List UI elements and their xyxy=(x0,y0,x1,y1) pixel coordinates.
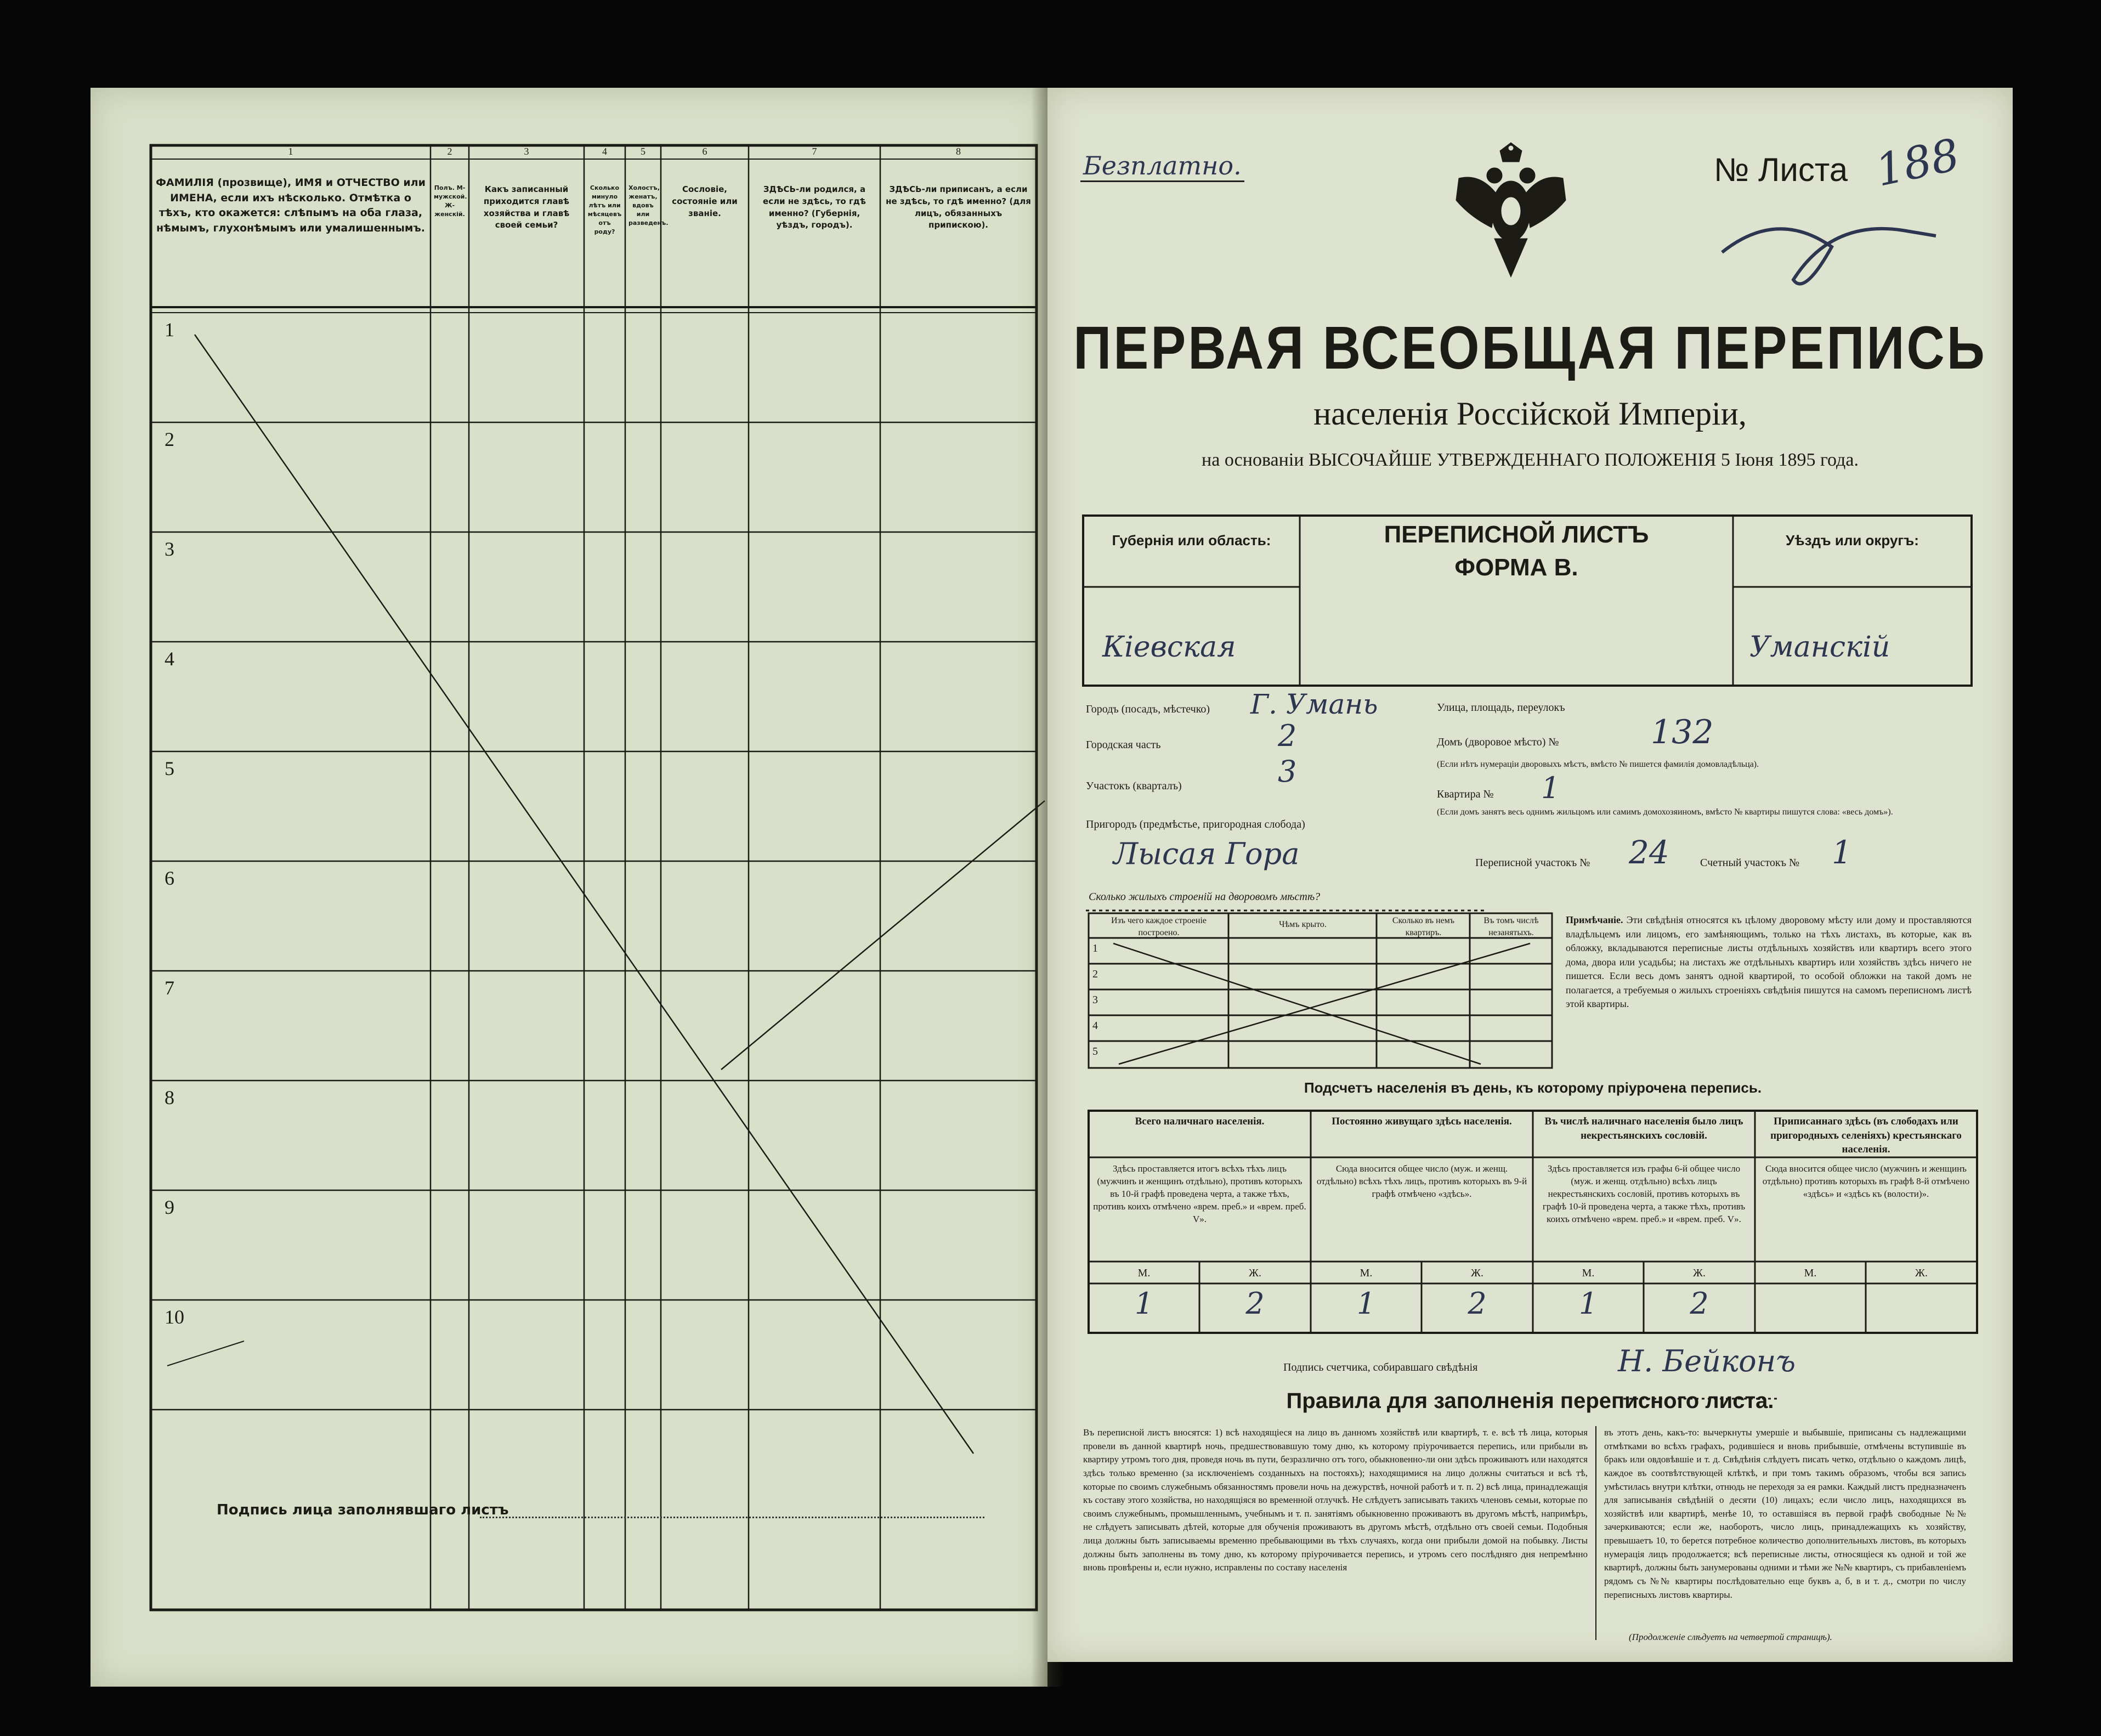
filler-signature-label: Подпись лица заполнявшаго листъ xyxy=(217,1502,509,1518)
form-sub: ФОРМА В. xyxy=(1454,554,1578,581)
column-header: Какъ записанный приходится главѣ хозяйства и главѣ своей семьи? xyxy=(483,184,570,230)
street-label: Улица, площадь, переулокъ xyxy=(1437,702,1565,714)
note-text: Эти свѣдѣнія относятся къ цѣлому дворовому мѣсту или дому и проставляются владѣльцемъ или лицомъ, его замѣняющимъ, только на тѣхъ листахъ, въ которые, как въ обложку, вкладываются переписные листы отдѣльныхъ хозяйствъ или квартиръ всего этого дома, двора или усадьбы; на листахъ же отдѣльныхъ квартиръ или хозяйствъ здѣсь ничего не пишется. Если весь домъ занятъ одной квартирой, то особой обложки на такой домъ не полагается, а требуемыя о жилыхъ строеніяхъ свѣдѣнія пишутся на самомъ переписномъ листѣ этой квартиры. xyxy=(1566,914,1972,1010)
column-number: 8 xyxy=(956,146,961,157)
building-row-number: 3 xyxy=(1092,994,1098,1006)
row-number: 8 xyxy=(165,1087,174,1109)
column-number: 6 xyxy=(702,146,707,157)
row-number: 3 xyxy=(165,538,174,560)
male-count: 1 xyxy=(1134,1286,1154,1321)
column-number: 7 xyxy=(812,146,817,157)
sheet-number-value: 188 xyxy=(1871,129,1964,196)
column-header: ЗДѢСЬ-ли приписанъ, а если не здѣсь, то гдѣ именно? (для лицъ, обязанныхъ припискою). xyxy=(886,184,1031,230)
female-label: Ж. xyxy=(1693,1267,1706,1279)
apt-label: Квартира № xyxy=(1437,788,1494,800)
suburb-label: Пригородъ (предмѣстье, пригородная слобода) xyxy=(1086,818,1305,830)
counter-sign-label: Подпись счетчика, собиравшаго свѣдѣнія xyxy=(1283,1361,1478,1373)
left-page xyxy=(90,88,1047,1687)
row-number: 10 xyxy=(165,1306,184,1328)
rules-right: въ этотъ день, какъ-то: вычеркнуты умершіе и выбывшіе, приписаны съ надлежащими отмѣтками во всѣхъ графахъ, родившіеся и вновь прибывшіе, отмѣчены вступившіе въ бракъ или овдовѣвшіе и т. д. Свѣдѣнія слѣдуетъ писать четко, отдѣльно о каждомъ лицѣ, каждое въ соотвѣтствующей клѣткѣ, и при томъ такимъ образомъ, чтобы вся запись умѣстилась внутри клѣтки, отнюдь не переходя за ея рамки. Каждый листъ предназначенъ для записыванія свѣдѣній о десяти (10) лицахъ; если число лицъ, находящихся въ хозяйствѣ или квартирѣ, менѣе 10, то оставшіяся въ первой графѣ свободные №№ зачеркиваются; если же, наоборотъ, число лицъ, принадлежащихъ къ хозяйству, превышаетъ 10, то берется потребное количество дополнительныхъ листовъ, въ которыхъ нумерація лицъ продолжается; всѣ переписные листы, относящіеся къ одной и той же квартирѣ, должны быть занумерованы одними и тѣми же №№ квартиръ, съ прибавленіемъ рядомъ съ №№ квартиры послѣдовательно еще буквъ а, б, в и т. д., смотри по числу переписныхъ листовъ квартиры. xyxy=(1604,1427,1966,1600)
male-label: М. xyxy=(1137,1267,1151,1279)
column-header: Холостъ, женатъ, вдовъ или разведенъ. xyxy=(628,184,669,227)
building-row-number: 5 xyxy=(1092,1045,1098,1058)
city-part-label: Городская часть xyxy=(1086,739,1161,751)
count-col-title: Постоянно живущаго здѣсь населенія. xyxy=(1332,1116,1512,1127)
count-col-desc: Сюда вносится общее число (муж. и женщ. отдѣльно) всѣхъ тѣхъ лицъ, противъ которыхъ въ 9-й графѣ отмѣчено «здѣсь». xyxy=(1316,1163,1527,1199)
building-row-number: 4 xyxy=(1092,1020,1098,1032)
gubernia-label: Губернія или область: xyxy=(1112,532,1271,548)
column-header: Сословіе, состояніе или званіе. xyxy=(672,184,738,218)
count-col-title: Всего наличнаго населенія. xyxy=(1135,1116,1265,1127)
count-col-title: Приписаннаго здѣсь (въ слободахъ или пригородныхъ селеніяхъ) крестьянскаго населенія. xyxy=(1770,1116,1962,1156)
row-number: 9 xyxy=(165,1196,174,1218)
rules-left: Въ переписной листъ вносятся: 1) всѣ находящіеся на лицо въ данномъ хозяйствѣ или квартирѣ, т. е. всѣ тѣ лица, которыя провели въ данной квартирѣ ночь, предшествовавшую тому дню, къ которому пріурочивается перепись, или прибыли въ квартиру утромъ того дня, проведя ночь въ пути, безразлично отъ того, обыкновенно-ли они здѣсь проживаютъ или находятся здѣсь только временно (за исключеніемъ созданныхъ на постояхъ); находящимися на лицо должны считаться и всѣ тѣ, которые по своимъ служебнымъ обязанностямъ провели ночь на дежурствѣ, ночной работѣ и т. п. 2) всѣ лица, принадлежащія къ составу этого хозяйства, но находящіяся во временной отлучкѣ. Не слѣдуетъ записывать такихъ членовъ семьи, которые по своимъ служебнымъ, промышленнымъ, учебнымъ и т. п. занятіямъ обыкновенно проживаютъ въ другомъ мѣстѣ, напримѣръ, не слѣдуетъ записывать дѣтей, которые для обученія проживаютъ въ другомъ мѣстѣ, отдѣльно отъ своей семьи. Подобныя лица должны быть записываемы временно пребывающими въ тѣхъ случаяхъ, когда они прибыли домой на побывку. Листы должны быть заполнены въ тому дню, къ которому пріурочивается перепись, и утромъ сего послѣдняго дня непремѣнно вновь провѣрены и, если нужно, исправлены по составу населенія xyxy=(1083,1427,1588,1573)
count-col-title: Въ числѣ наличнаго населенія было лицъ некрестьянскихъ сословій. xyxy=(1544,1116,1743,1141)
building-row-number: 2 xyxy=(1092,968,1098,980)
column-number: 3 xyxy=(524,146,529,157)
female-label: Ж. xyxy=(1471,1267,1483,1279)
column-number: 5 xyxy=(641,146,645,157)
counter-sign-value: Н. Бейконъ xyxy=(1618,1344,1796,1378)
building-row-number: 1 xyxy=(1092,942,1098,954)
male-label: М. xyxy=(1804,1267,1817,1279)
female-count: 2 xyxy=(1245,1286,1265,1321)
district-label: Участокъ (кварталъ) xyxy=(1086,780,1182,792)
city-value: Г. Умань xyxy=(1250,688,1378,720)
rules-title: Правила для заполненія переписного листа. xyxy=(1286,1389,1774,1413)
rules-continued: (Продолженіе слѣдуетъ на четвертой страницѣ). xyxy=(1629,1632,1832,1642)
count-title: Подсчетъ населенія въ день, къ которому пріурочена перепись. xyxy=(1304,1079,1762,1096)
census-area-value: 24 xyxy=(1629,834,1669,871)
column-header: ЗДѢСЬ-ли родился, а если не здѣсь, то гдѣ именно? (Губернія, уѣздъ, городъ). xyxy=(763,184,866,230)
apt-value: 1 xyxy=(1541,771,1560,805)
filler-signature-line xyxy=(480,1517,984,1518)
note xyxy=(1566,913,1972,1011)
row-number: 4 xyxy=(165,648,174,670)
male-count: 1 xyxy=(1356,1286,1376,1321)
uezd-value: Уманскій xyxy=(1749,631,1890,664)
city-part-value: 2 xyxy=(1278,719,1297,753)
row-number: 6 xyxy=(165,867,174,889)
apt-note: (Если домъ занятъ весь однимъ жильцомъ или самимъ домохозяиномъ, вмѣсто № квартиры пишутся слова: «весь домъ»). xyxy=(1437,807,1893,817)
column-number: 2 xyxy=(447,146,452,157)
row-number: 2 xyxy=(165,428,174,450)
row-number: 7 xyxy=(165,977,174,999)
note-title: Примѣчаніе. xyxy=(1566,914,1623,925)
free-label: Безплатно. xyxy=(1080,151,1244,182)
right-page xyxy=(1047,88,2013,1662)
census-title: ПЕРВАЯ ВСЕОБЩАЯ ПЕРЕПИСЬ xyxy=(1073,314,1987,382)
form-title: ПЕРЕПИСНОЙ ЛИСТЪ xyxy=(1384,521,1649,548)
male-count: 1 xyxy=(1578,1286,1598,1321)
gubernia-value: Кіевская xyxy=(1102,631,1236,664)
female-label: Ж. xyxy=(1915,1267,1928,1279)
count-col-desc: Здѣсь проставляется итогъ всѣхъ тѣхъ лицъ (мужчинъ и женщинъ отдѣльно), противъ которыхъ въ 10-й графѣ проведена черта, а также тѣхъ, противъ коихъ отмѣчено «врем. преб.» и «врем. преб. V». xyxy=(1093,1163,1306,1224)
female-label: Ж. xyxy=(1249,1267,1261,1279)
buildings-header-roof: Чѣмъ крыто. xyxy=(1279,920,1327,929)
count-area-value: 1 xyxy=(1832,834,1852,871)
house-note: (Если нѣтъ нумераціи дворовыхъ мѣстъ, вмѣсто № пишется фамилія домовладѣльца). xyxy=(1437,760,1759,769)
district-value: 3 xyxy=(1278,754,1297,789)
column-header: ФАМИЛІЯ (прозвище), ИМЯ и ОТЧЕСТВО или ИМЕНА, если ихъ нѣсколько. Отмѣтка о тѣхъ, кто окажется: слѣпымъ на оба глаза, нѣмымъ, глухонѣмымъ или умалишеннымъ. xyxy=(156,177,426,234)
uezd-label: Уѣздъ или округъ: xyxy=(1786,532,1919,548)
column-number: 1 xyxy=(288,146,293,157)
count-col-desc: Сюда вносится общее число (мужчинъ и женщинъ отдѣльно) противъ которыхъ въ графѣ 8-й отмѣчено «здѣсь» и «здѣсь къ (волости)». xyxy=(1762,1163,1970,1199)
census-basis: на основаніи ВЫСОЧАЙШЕ УТВЕРЖДЕННАГО ПОЛОЖЕНІЯ 5 Іюня 1895 года. xyxy=(1202,450,1859,470)
count-col-desc: Здѣсь проставляется изъ графы 6-й общее число (муж. и женщ. отдѣльно) всѣхъ лицъ некрестьянскихъ сословій, противъ которыхъ въ графѣ 10-й проведена черта, а также тѣхъ, противъ коихъ отмѣчено «врем. преб.» и «врем. преб. V». xyxy=(1542,1163,1746,1224)
buildings-question: Сколько жилыхъ строеній на дворовомъ мѣстѣ? xyxy=(1089,891,1321,903)
male-label: М. xyxy=(1582,1267,1595,1279)
row-number: 5 xyxy=(165,757,174,779)
column-header: Сколько минуло лѣтъ или мѣсяцевъ отъ роду? xyxy=(587,184,622,235)
city-label: Городъ (посадъ, мѣстечко) xyxy=(1086,703,1210,715)
male-label: М. xyxy=(1360,1267,1373,1279)
buildings-header-vacant: Въ томъ числѣ незанятыхъ. xyxy=(1483,916,1539,937)
house-label: Домъ (дворовое мѣсто) № xyxy=(1437,736,1559,748)
count-area-label: Счетный участокъ № xyxy=(1700,857,1800,869)
census-area-label: Переписной участокъ № xyxy=(1475,857,1590,869)
sheet-number-label: № Листа xyxy=(1714,151,1848,188)
row-number: 1 xyxy=(165,319,174,341)
house-value: 132 xyxy=(1651,713,1714,751)
buildings-header-material: Изъ чего каждое строеніе построено. xyxy=(1111,916,1207,937)
column-header: Полъ. М-мужской. Ж-женскій. xyxy=(434,184,467,218)
female-count: 2 xyxy=(1468,1286,1487,1321)
column-number: 4 xyxy=(602,146,607,157)
register-grid xyxy=(90,88,1047,1687)
suburb-value: Лысая Гора xyxy=(1113,836,1300,871)
buildings-header-apartments: Сколько въ немъ квартиръ. xyxy=(1392,916,1455,937)
female-count: 2 xyxy=(1690,1286,1709,1321)
census-subtitle: населенія Россійской Имперіи, xyxy=(1313,395,1747,432)
